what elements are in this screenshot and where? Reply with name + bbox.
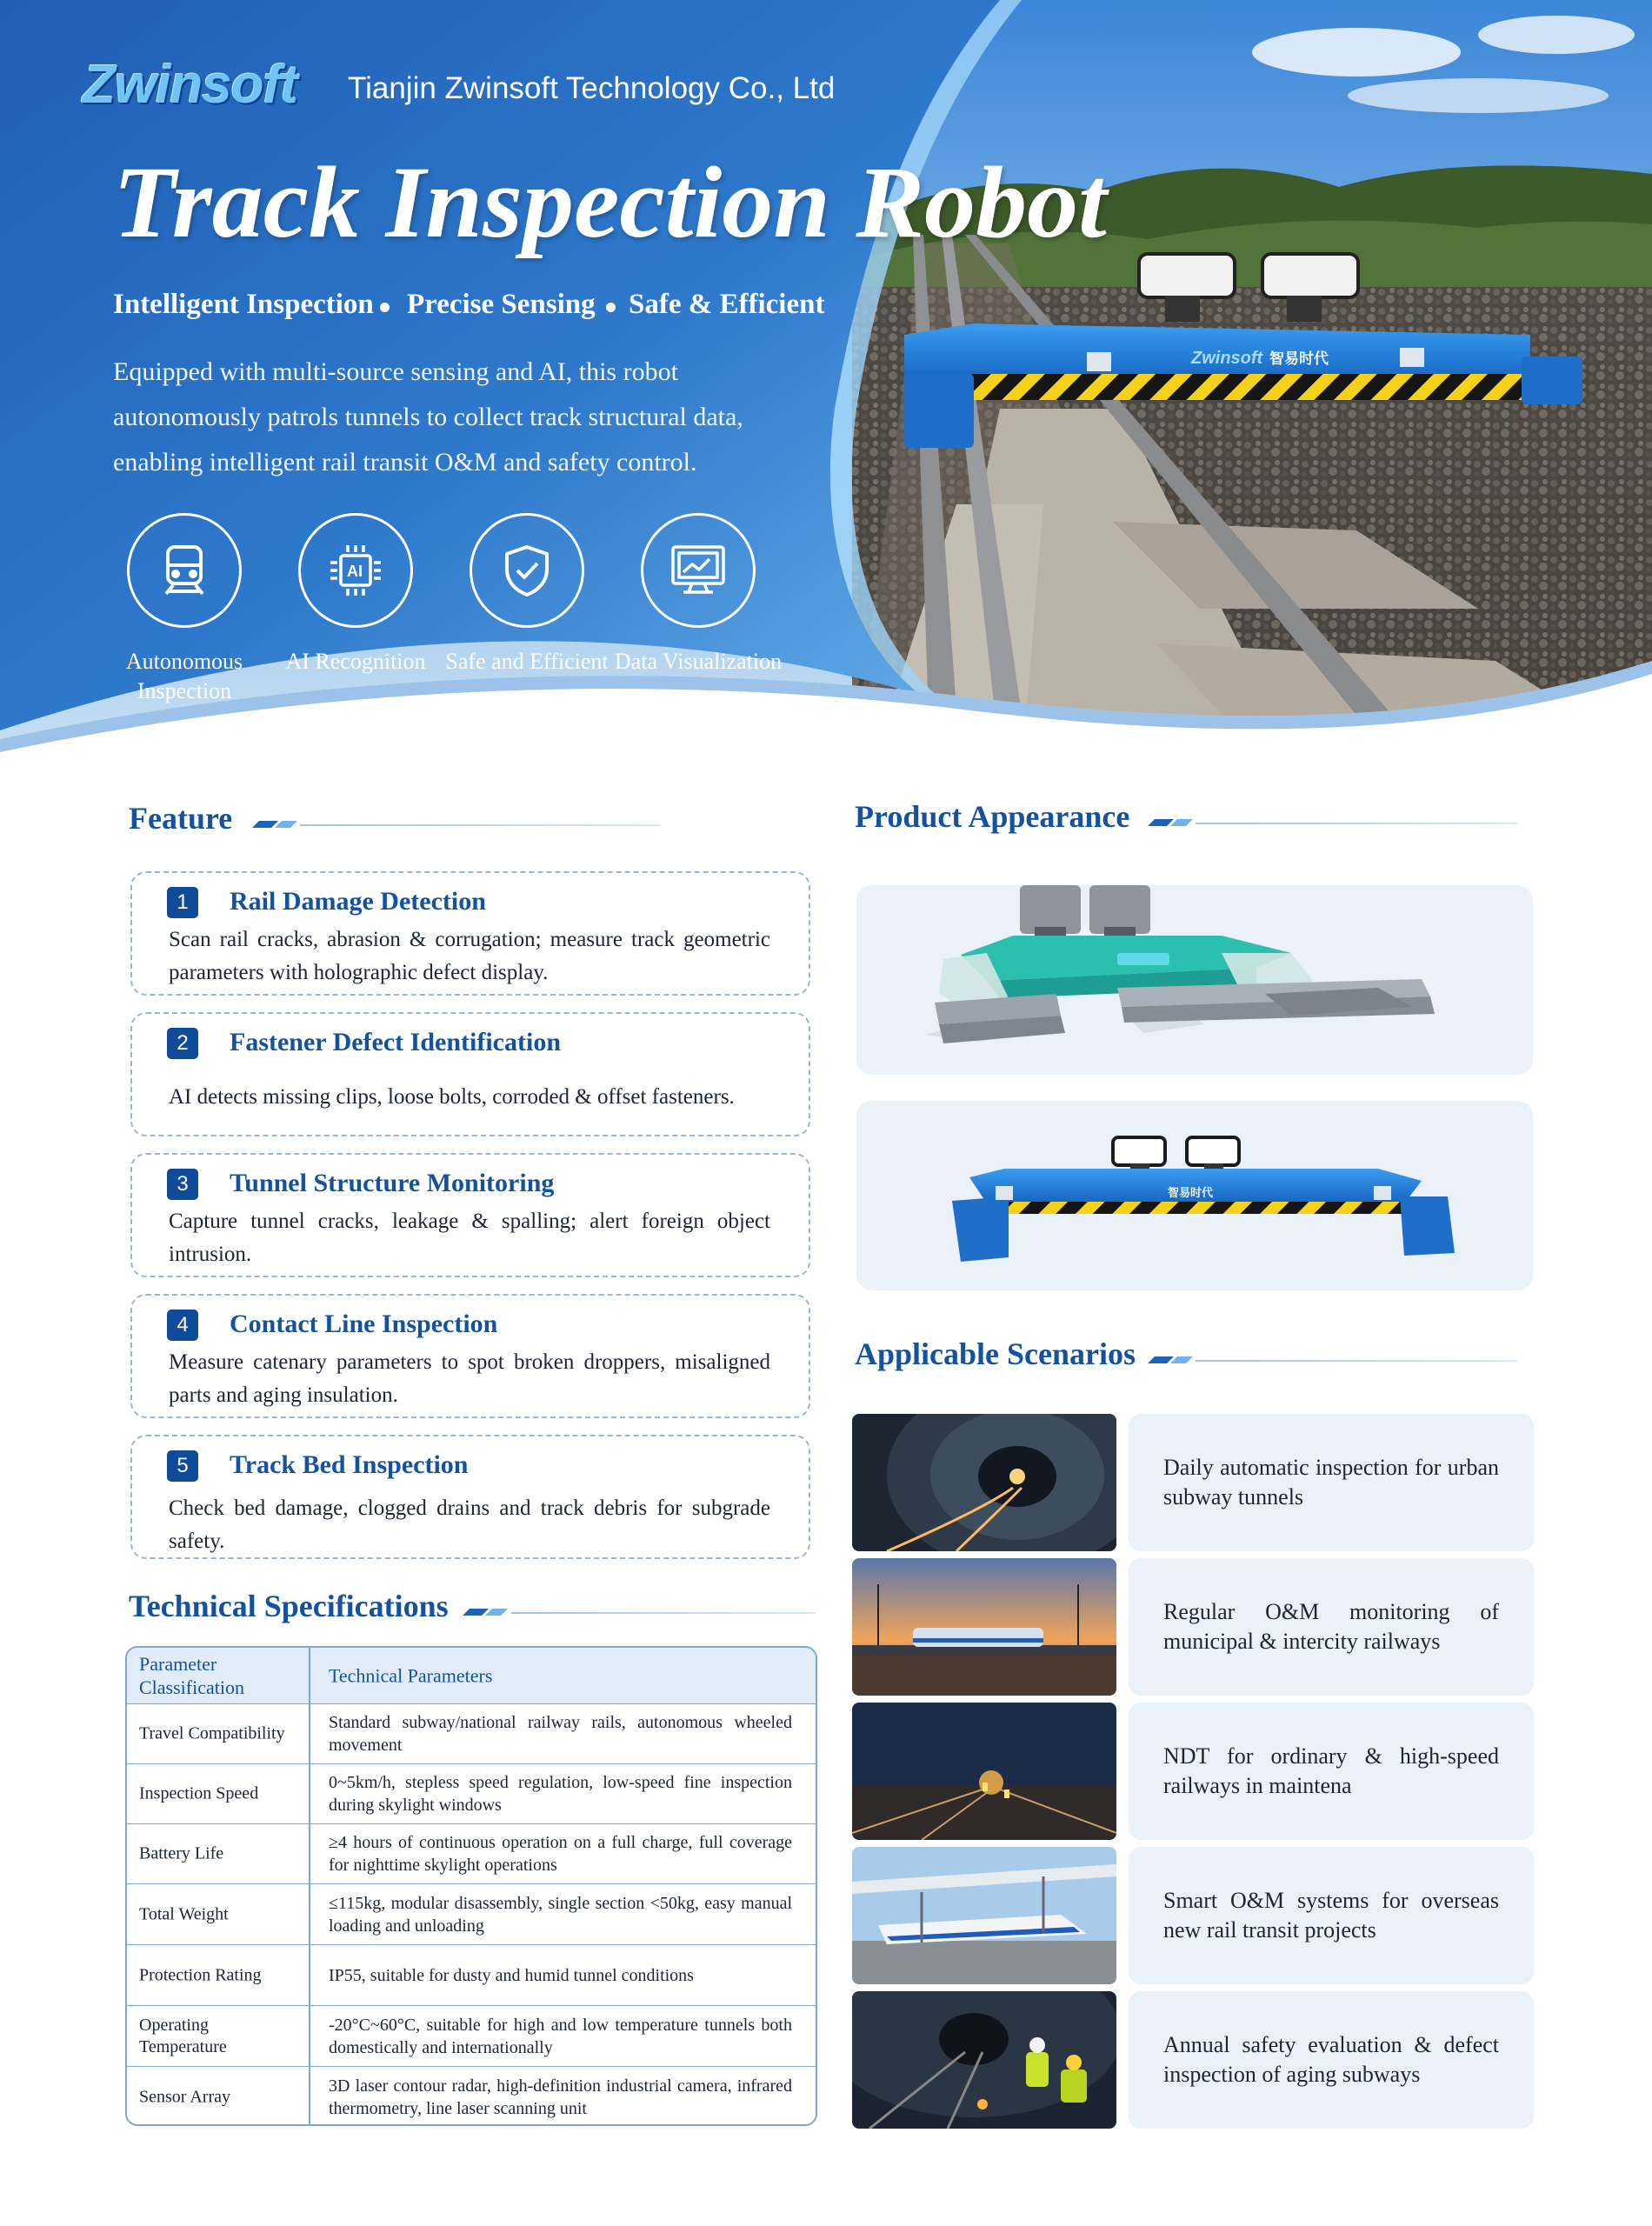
- hero-feature-label: Data Visualization: [614, 649, 783, 674]
- specs-table: [125, 1646, 817, 2126]
- feature-title: Fastener Defect Identification: [230, 1028, 562, 1056]
- shield-check-icon: [470, 513, 584, 628]
- robot-frame-render: [856, 885, 1533, 1075]
- spec-name: Protection Rating: [139, 1965, 262, 1984]
- feature-title: Track Bed Inspection: [230, 1450, 469, 1479]
- monitor-chart-icon: [641, 513, 756, 628]
- heading-decoration-icon: [252, 821, 297, 828]
- column-divider: [309, 1824, 310, 1883]
- spec-value: ≤115kg, modular disassembly, single section <50kg, easy manual loading and unloading: [329, 1893, 792, 1936]
- heading-divider: [1196, 1360, 1517, 1362]
- tagline-safe-efficient: Safe & Efficient: [629, 289, 825, 320]
- spec-value: Standard subway/national railway rails, autonomous wheeled movement: [329, 1713, 792, 1755]
- feature-description: Check bed damage, clogged drains and track debris for subgrade safety.: [169, 1496, 770, 1553]
- ai-chip-icon: [298, 513, 413, 628]
- column-divider: [309, 2006, 310, 2066]
- table-row: [127, 1824, 816, 1884]
- spec-name: Inspection Speed: [139, 1783, 259, 1803]
- spec-name: Sensor Array: [139, 2087, 230, 2107]
- scenarios-heading: Applicable Scenarios: [855, 1336, 1136, 1371]
- tagline-intelligent-inspection: Intelligent Inspection: [113, 289, 374, 320]
- feature-description: AI detects missing clips, loose bolts, corroded & offset fasteners.: [169, 1085, 735, 1109]
- train-icon: [127, 513, 242, 628]
- feature-title: Tunnel Structure Monitoring: [230, 1169, 555, 1197]
- spec-name: Total Weight: [139, 1904, 229, 1923]
- column-divider: [309, 1648, 310, 1703]
- spec-value: -20°C~60°C, suitable for high and low temperature tunnels both domestically and internationally: [329, 2015, 792, 2057]
- tagline-precise-sensing: Precise Sensing: [407, 289, 596, 320]
- company-name: Tianjin Zwinsoft Technology Co., Ltd: [348, 71, 836, 105]
- hero-banner: [0, 0, 1652, 774]
- scenario-image-night-railway: [852, 1703, 1116, 1840]
- product-heading: Product Appearance: [855, 799, 1130, 834]
- feature-description: Measure catenary parameters to spot broken droppers, misaligned parts and aging insulation.: [169, 1350, 770, 1407]
- hero-feature-data-visualization: [611, 513, 785, 676]
- feature-heading: Feature: [129, 801, 233, 836]
- heading-decoration-icon: [1148, 1356, 1193, 1363]
- column-divider: [309, 1704, 310, 1763]
- heading-decoration-icon: [463, 1609, 508, 1616]
- heading-divider: [300, 824, 661, 826]
- hero-feature-label: Autonomous Inspection: [125, 649, 243, 703]
- feature-number-badge: 4: [167, 1310, 198, 1341]
- hero-feature-label: AI Recognition: [285, 649, 426, 674]
- svg-text:Zwinsoft: Zwinsoft: [1191, 349, 1263, 368]
- header-technical-parameters: Technical Parameters: [329, 1664, 493, 1687]
- scenario-card: [1129, 1847, 1534, 1984]
- column-divider: [309, 1945, 310, 2005]
- page-title: Track Inspection Robot: [113, 145, 1107, 259]
- scenario-image-station: [852, 1847, 1116, 1984]
- feature-number-badge: 3: [167, 1169, 198, 1200]
- spec-value: IP55, suitable for dusty and humid tunnel conditions: [329, 1965, 694, 1985]
- scenario-text: Smart O&M systems for overseas new rail transit projects: [1163, 1888, 1499, 1943]
- feature-card-contact-line: [130, 1294, 810, 1418]
- column-divider: [309, 2067, 310, 2126]
- svg-text:智易时代: 智易时代: [1168, 1187, 1214, 1200]
- column-divider: [309, 1764, 310, 1823]
- feature-description: Scan rail cracks, abrasion & corrugation; measure track geometric parameters with holographic defect display.: [169, 928, 770, 984]
- table-row: [127, 2067, 816, 2126]
- column-divider: [309, 1884, 310, 1944]
- table-row: [127, 1764, 816, 1824]
- svg-text:智易时代: 智易时代: [1269, 350, 1329, 368]
- feature-title: Contact Line Inspection: [230, 1310, 498, 1338]
- hero-feature-safe-efficient: [440, 513, 614, 676]
- feature-number-badge: 2: [167, 1028, 198, 1059]
- hero-feature-autonomous-inspection: [97, 513, 271, 706]
- feature-card-fastener-defect: [130, 1012, 810, 1136]
- scenario-text: NDT for ordinary & high-speed railways in maintena: [1163, 1743, 1499, 1798]
- table-row: [127, 1704, 816, 1764]
- specs-table-header: [127, 1648, 816, 1704]
- heading-divider: [511, 1612, 816, 1614]
- spec-value: 0~5km/h, stepless speed regulation, low-speed fine inspection during skylight windows: [329, 1773, 792, 1815]
- heading-decoration-icon: [1148, 819, 1193, 826]
- scenario-card: [1129, 1414, 1534, 1551]
- table-row: [127, 1884, 816, 1945]
- robot-blue-render: [856, 1101, 1533, 1290]
- scenario-card: [1129, 1703, 1534, 1840]
- feature-card-tunnel-structure: [130, 1153, 810, 1277]
- svg-text:AI: AI: [347, 563, 363, 580]
- scenario-image-intercity-railway: [852, 1558, 1116, 1696]
- product-image-frame-1: [856, 885, 1533, 1075]
- header-parameter-classification: Parameter Classification: [139, 1653, 244, 1698]
- spec-name: Operating Temperature: [139, 2015, 227, 2056]
- scenario-image-subway-tunnel: [852, 1414, 1116, 1551]
- feature-description: Capture tunnel cracks, leakage & spalling; alert foreign object intrusion.: [169, 1210, 770, 1266]
- heading-divider: [1196, 823, 1517, 824]
- scenario-text: Annual safety evaluation & defect inspection of aging subways: [1163, 2032, 1499, 2087]
- table-row: [127, 2006, 816, 2067]
- feature-number-badge: 5: [167, 1450, 198, 1482]
- scenario-text: Regular O&M monitoring of municipal & intercity railways: [1163, 1599, 1499, 1654]
- specs-heading: Technical Specifications: [129, 1589, 449, 1623]
- feature-card-track-bed: [130, 1435, 810, 1559]
- tagline-separator-dot: [380, 303, 390, 312]
- feature-card-rail-damage: [130, 871, 810, 996]
- feature-number-badge: 1: [167, 887, 198, 918]
- tagline-separator-dot: [606, 303, 616, 312]
- scenario-card: [1129, 1558, 1534, 1696]
- scenario-text: Daily automatic inspection for urban subway tunnels: [1163, 1455, 1499, 1510]
- spec-value: ≥4 hours of continuous operation on a full charge, full coverage for nighttime skylight operations: [329, 1833, 792, 1875]
- spec-name: Travel Compatibility: [139, 1723, 285, 1743]
- feature-title: Rail Damage Detection: [230, 887, 486, 916]
- hero-feature-label: Safe and Efficient: [445, 649, 609, 674]
- product-image-frame-2: [856, 1101, 1533, 1290]
- scenario-image-aging-subway: [852, 1991, 1116, 2129]
- hero-feature-ai-recognition: [269, 513, 443, 676]
- table-row: [127, 1945, 816, 2006]
- spec-value: 3D laser contour radar, high-definition industrial camera, infrared thermometry, line laser scanning unit: [329, 2076, 792, 2118]
- spec-name: Battery Life: [139, 1843, 224, 1863]
- hero-description: Equipped with multi-source sensing and AI, this robot autonomously patrols tunnels to collect track structural data, enabling intelligent rail transit O&M and safety control.: [113, 357, 743, 477]
- scenario-card: [1129, 1991, 1534, 2129]
- company-logo: Zwinsoft: [83, 55, 297, 115]
